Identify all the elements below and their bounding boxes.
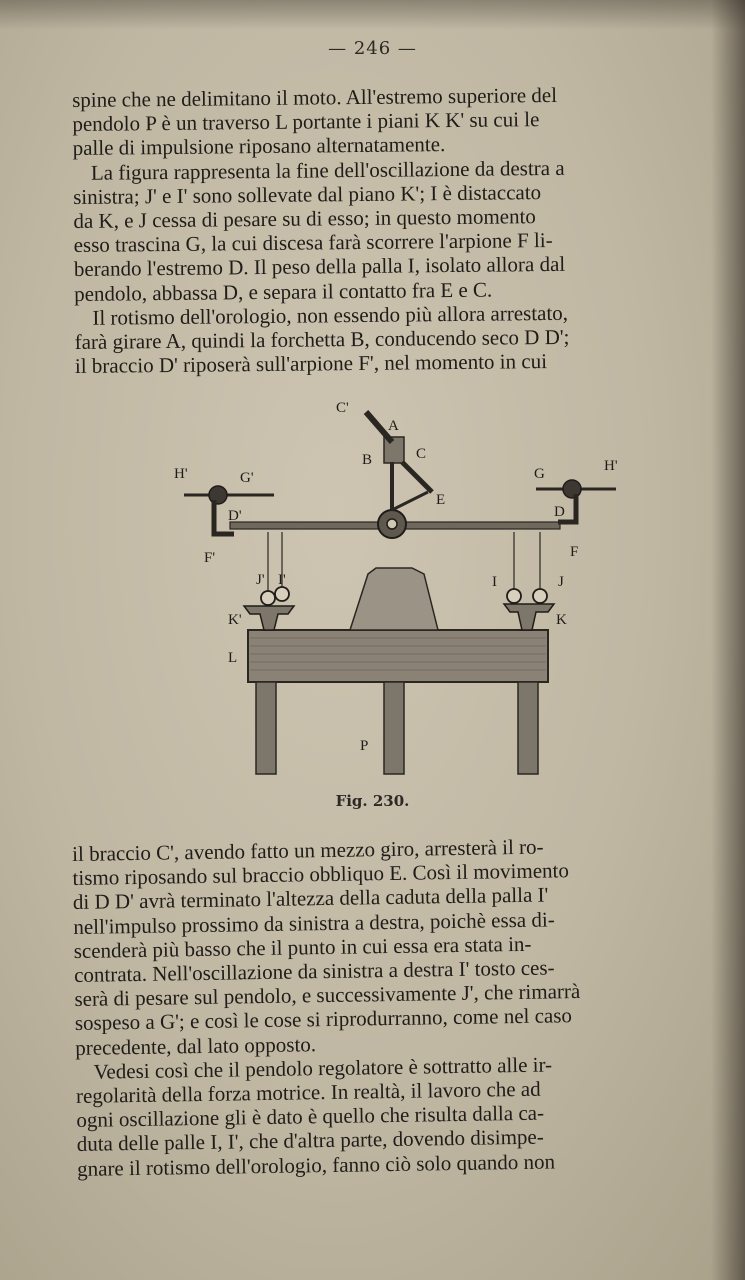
label-G: G xyxy=(534,466,545,482)
label-J-prime: J' xyxy=(256,572,265,588)
fork-B xyxy=(384,437,404,463)
text-line: Vedesi così che il pendolo regolatore è sottratto alle ir- xyxy=(93,1052,553,1084)
text-line: berando l'estremo D. Il peso della palla I, isolato allora dal xyxy=(73,252,566,282)
paragraph-bottom xyxy=(72,832,717,1181)
label-C-prime-top: C' xyxy=(336,400,349,416)
text-line: pendolo, abbassa D, e separa il contatto fra E e C. xyxy=(74,277,493,306)
label-J: J xyxy=(558,574,564,590)
text-line: regolarità della forza motrice. In realtà, il lavoro che ad xyxy=(75,1076,541,1108)
text-line: sospeso a G'; e così le cose si riprodurranno, come nel caso xyxy=(74,1003,573,1036)
label-P: P xyxy=(360,738,369,754)
ball-J-prime xyxy=(261,591,275,605)
label-D: D xyxy=(554,504,565,520)
text-line: sinistra; J' e I' sono sollevate dal piano K'; I è distaccato xyxy=(73,179,542,209)
label-H: H' xyxy=(604,458,618,474)
text-line: il braccio D' riposerà sull'arpione F', nel momento in cui xyxy=(74,349,548,379)
label-I: I xyxy=(492,574,497,590)
pendulum-rod-P xyxy=(384,682,404,774)
left-leg xyxy=(256,682,276,774)
figure-caption: Fig. 230. xyxy=(335,792,410,810)
text-line: esso trascina G, la cui discesa farà scorrere l'arpione F li- xyxy=(73,228,553,258)
text-line: precedente, dal lato opposto. xyxy=(75,1031,317,1060)
label-L: L xyxy=(228,650,238,666)
label-E: E xyxy=(436,492,446,508)
label-K-prime: K' xyxy=(228,612,242,628)
text-line: di D D' avrà terminato l'altezza della caduta della palla I' xyxy=(72,882,549,915)
label-I-prime: I' xyxy=(278,572,286,588)
label-F: F xyxy=(570,544,579,560)
ball-J xyxy=(533,589,547,603)
text-line: La figura rappresenta la fine dell'oscillazione da destra a xyxy=(90,155,565,185)
text-line: contrata. Nell'oscillazione da sinistra a destra I' tosto ces- xyxy=(73,955,555,987)
plane-K xyxy=(504,604,554,630)
page-gutter-shadow xyxy=(711,0,745,1280)
text-line: palle di impulsione riposano alternatamente. xyxy=(72,132,446,161)
text-line: gnare il rotismo dell'orologio, fanno ciò solo quando non xyxy=(76,1149,556,1181)
text-line: scenderà più basso che il punto in cui essa era stata in- xyxy=(73,931,532,963)
label-H-prime: H' xyxy=(174,466,188,482)
text-line: tismo riposando sul braccio obbliquo E. Così il movimento xyxy=(72,858,570,891)
right-leg xyxy=(518,682,538,774)
text-line: il braccio C', avendo fatto un mezzo giro, arresterà il ro- xyxy=(72,834,544,866)
text-line: farà girare A, quindi la forchetta B, conducendo seco D D'; xyxy=(74,324,570,355)
ball-I xyxy=(507,589,521,603)
text-line: pendolo P è un traverso L portante i piani K K' su cui le xyxy=(72,107,540,137)
text-line: ogni oscillazione gli è dato è quello che risulta dalla ca- xyxy=(76,1100,545,1133)
label-K: K xyxy=(556,612,567,628)
text-line: spine che ne delimitano il moto. All'estremo superiore del xyxy=(72,82,558,112)
arm-E xyxy=(402,462,432,492)
paragraph-top xyxy=(72,81,715,378)
label-A: A xyxy=(388,418,399,434)
label-G-prime: G' xyxy=(240,470,254,486)
page-top-shadow xyxy=(0,0,745,30)
text-line: duta delle palle I, I', che d'altra parte, dovendo disimpe- xyxy=(76,1125,544,1157)
page-number: — 246 — xyxy=(328,38,417,59)
label-D-prime: D' xyxy=(228,508,242,524)
text-line: nell'impulso prossimo da sinistra a destra, poichè essa di- xyxy=(73,907,555,939)
plane-K-prime xyxy=(244,606,294,630)
text-line: serà di pesare sul pendolo, e successivamente J', che rimarrà xyxy=(74,979,581,1012)
ball-I-prime xyxy=(275,587,289,601)
figure-escapement-diagram xyxy=(170,392,630,792)
text-line: Il rotismo dell'orologio, non essendo più allora arrestato, xyxy=(92,300,569,330)
central-block xyxy=(350,568,438,630)
label-C: C xyxy=(416,446,427,462)
text-line: da K, e J cessa di pesare su di esso; in questo momento xyxy=(73,204,536,234)
label-B: B xyxy=(362,452,373,468)
label-F-prime: F' xyxy=(204,550,216,566)
